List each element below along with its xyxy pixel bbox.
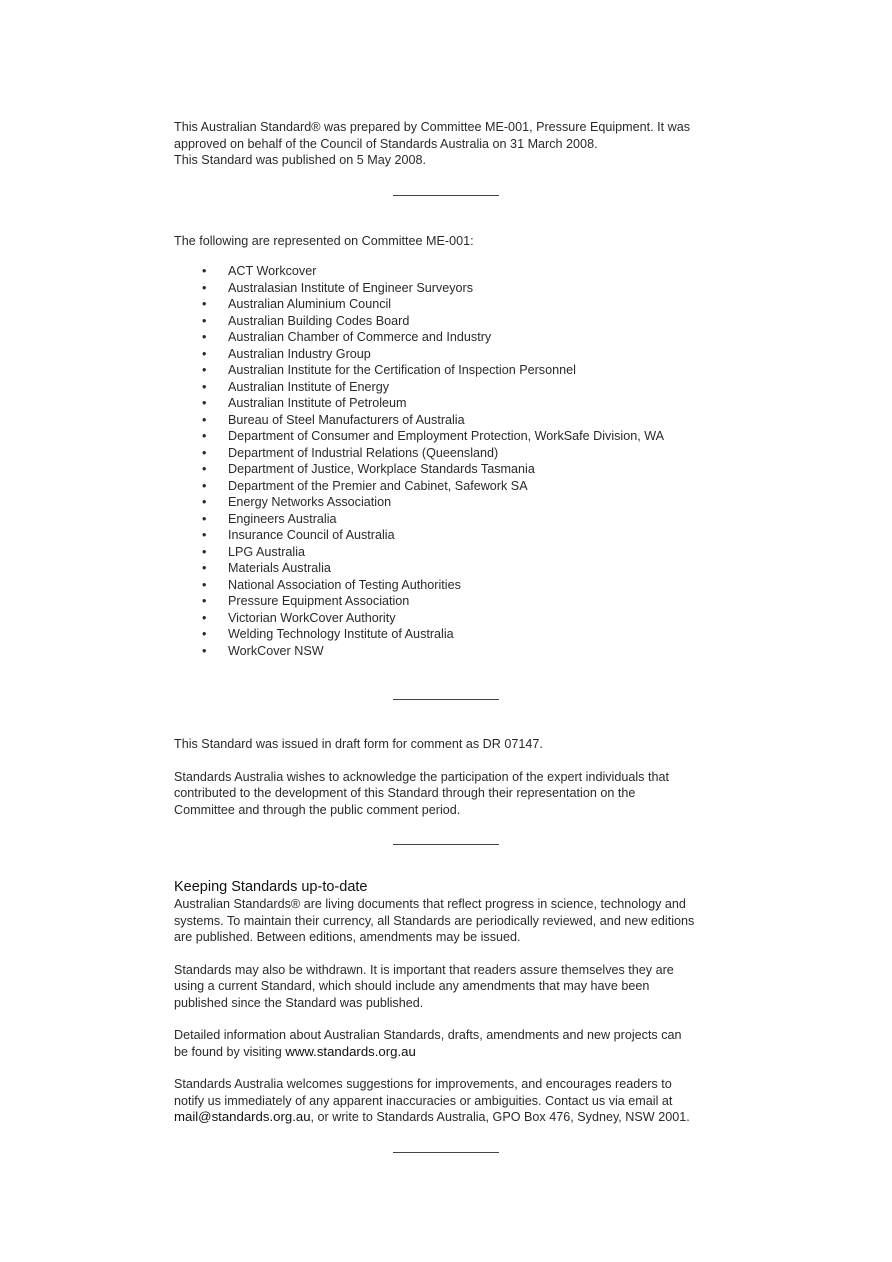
bullet-icon: • [202, 379, 207, 394]
bullet-icon: • [202, 643, 207, 658]
acknowledgement-paragraph [174, 769, 734, 819]
acknowledgement-line: Standards Australia wishes to acknowledge the participation of the expert individuals that [174, 769, 669, 784]
suggestions-paragraph [174, 1076, 734, 1126]
committee-member-name: WorkCover NSW [228, 643, 324, 658]
committee-member-name: Bureau of Steel Manufacturers of Australia [228, 412, 465, 427]
committee-member-item [174, 527, 734, 544]
committee-member-item [174, 461, 734, 478]
bullet-icon: • [202, 462, 207, 476]
living-documents-paragraph [174, 896, 734, 946]
committee-member-item [174, 428, 734, 445]
intro-line: This Australian Standard® was prepared by Committee ME-001, Pressure Equipment. It was [174, 120, 691, 134]
committee-member-name: Welding Technology Institute of Australia [228, 627, 454, 641]
committee-member-item [174, 313, 734, 330]
committee-member-item [174, 329, 734, 346]
paragraph-line: are published. Between editions, amendments may be issued. [174, 930, 521, 944]
committee-member-item [174, 263, 734, 280]
committee-member-item [174, 296, 734, 313]
committee-member-name: Materials Australia [228, 561, 331, 575]
committee-member-name: Australian Industry Group [228, 346, 371, 361]
committee-member-item [174, 560, 734, 577]
committee-member-name: Department of Industrial Relations (Queensland) [228, 445, 499, 460]
bullet-icon: • [202, 363, 207, 377]
committee-member-name: Australian Institute of Energy [228, 379, 390, 394]
acknowledgement-line: contributed to the development of this Standard through their representation on the [174, 786, 636, 800]
committee-member-name: Australian Aluminium Council [228, 297, 392, 311]
committee-member-item [174, 610, 734, 627]
paragraph-line: notify us immediately of any apparent inaccuracies or ambiguities. Contact us via email at [174, 1093, 673, 1108]
bullet-icon: • [202, 280, 207, 295]
standards-website-link[interactable]: www.standards.org.au [285, 1043, 416, 1059]
bullet-icon: • [202, 264, 207, 278]
bullet-icon: • [202, 429, 207, 443]
section-divider [393, 195, 499, 196]
committee-member-item [174, 478, 734, 495]
committee-member-name: Insurance Council of Australia [228, 528, 395, 542]
committee-member-item [174, 511, 734, 528]
bullet-icon: • [202, 445, 207, 460]
committee-member-item [174, 643, 734, 660]
committee-member-item [174, 544, 734, 561]
committee-member-item [174, 395, 734, 412]
bullet-icon: • [202, 313, 207, 328]
committee-member-item [174, 379, 734, 396]
paragraph-line: systems. To maintain their currency, all Standards are periodically reviewed, and new editions [174, 913, 695, 928]
committee-member-item [174, 280, 734, 297]
section-divider [393, 1152, 499, 1153]
paragraph-line [174, 1109, 734, 1126]
committee-member-name: National Association of Testing Authorities [228, 577, 461, 592]
committee-member-item [174, 593, 734, 610]
acknowledgement-line: Committee and through the public comment period. [174, 802, 461, 817]
committee-member-item [174, 412, 734, 429]
paragraph-line [174, 1044, 734, 1061]
committee-member-name: LPG Australia [228, 544, 306, 559]
committee-member-name: Department of the Premier and Cabinet, Safework SA [228, 478, 528, 493]
committee-member-name: Australian Building Codes Board [228, 313, 410, 328]
committee-member-name: ACT Workcover [228, 264, 317, 278]
withdrawn-paragraph [174, 962, 734, 1012]
bullet-icon: • [202, 511, 207, 526]
committee-member-name: Australian Institute for the Certification of Inspection Personnel [228, 363, 576, 377]
committee-member-item [174, 362, 734, 379]
paragraph-line: Detailed information about Australian Standards, drafts, amendments and new projects can [174, 1028, 682, 1042]
bullet-icon: • [202, 396, 207, 410]
committee-member-item [174, 577, 734, 594]
bullet-icon: • [202, 297, 207, 311]
committee-member-item [174, 494, 734, 511]
bullet-icon: • [202, 478, 207, 493]
committee-member-name: Department of Justice, Workplace Standards Tasmania [228, 462, 535, 476]
bullet-icon: • [202, 577, 207, 592]
bullet-icon: • [202, 330, 207, 344]
committee-heading: The following are represented on Committee ME-001: [174, 233, 474, 248]
bullet-icon: • [202, 528, 207, 542]
committee-member-item [174, 626, 734, 643]
section-divider [393, 699, 499, 700]
committee-member-list [174, 263, 734, 659]
paragraph-line: Standards may also be withdrawn. It is important that readers assure themselves they are [174, 962, 674, 977]
bullet-icon: • [202, 594, 207, 608]
intro-paragraph [174, 119, 734, 169]
committee-member-item [174, 445, 734, 462]
committee-member-name: Engineers Australia [228, 511, 337, 526]
bullet-icon: • [202, 412, 207, 427]
committee-member-name: Australasian Institute of Engineer Surveyors [228, 280, 474, 295]
bullet-icon: • [202, 346, 207, 361]
paragraph-text: be found by visiting [174, 1044, 286, 1059]
bullet-icon: • [202, 610, 207, 625]
committee-member-name: Pressure Equipment Association [228, 594, 410, 608]
paragraph-line: using a current Standard, which should include any amendments that may have been [174, 979, 650, 993]
committee-member-name: Victorian WorkCover Authority [228, 610, 396, 625]
contact-email-link[interactable]: mail@standards.org.au [174, 1109, 311, 1124]
committee-member-item [174, 346, 734, 363]
bullet-icon: • [202, 544, 207, 559]
paragraph-line: Australian Standards® are living documents that reflect progress in science, technology and [174, 897, 686, 911]
bullet-icon: • [202, 561, 207, 575]
paragraph-line: published since the Standard was published. [174, 995, 424, 1010]
information-paragraph [174, 1027, 734, 1060]
document-page [174, 119, 734, 1153]
paragraph-line: Standards Australia welcomes suggestions for improvements, and encourages readers to [174, 1077, 672, 1091]
uptodate-heading: Keeping Standards up-to-date [174, 879, 368, 895]
bullet-icon: • [202, 495, 207, 509]
paragraph-text: , or write to Standards Australia, GPO Box 476, Sydney, NSW 2001. [310, 1110, 690, 1124]
draft-issued-text: This Standard was issued in draft form for comment as DR 07147. [174, 737, 543, 751]
section-divider [393, 844, 499, 845]
committee-member-name: Australian Institute of Petroleum [228, 396, 407, 410]
bullet-icon: • [202, 627, 207, 641]
committee-member-name: Australian Chamber of Commerce and Industry [228, 330, 492, 344]
intro-line: approved on behalf of the Council of Standards Australia on 31 March 2008. [174, 136, 598, 151]
committee-member-name: Department of Consumer and Employment Protection, WorkSafe Division, WA [228, 429, 665, 443]
committee-member-name: Energy Networks Association [228, 495, 392, 509]
intro-line: This Standard was published on 5 May 2008. [174, 153, 427, 167]
